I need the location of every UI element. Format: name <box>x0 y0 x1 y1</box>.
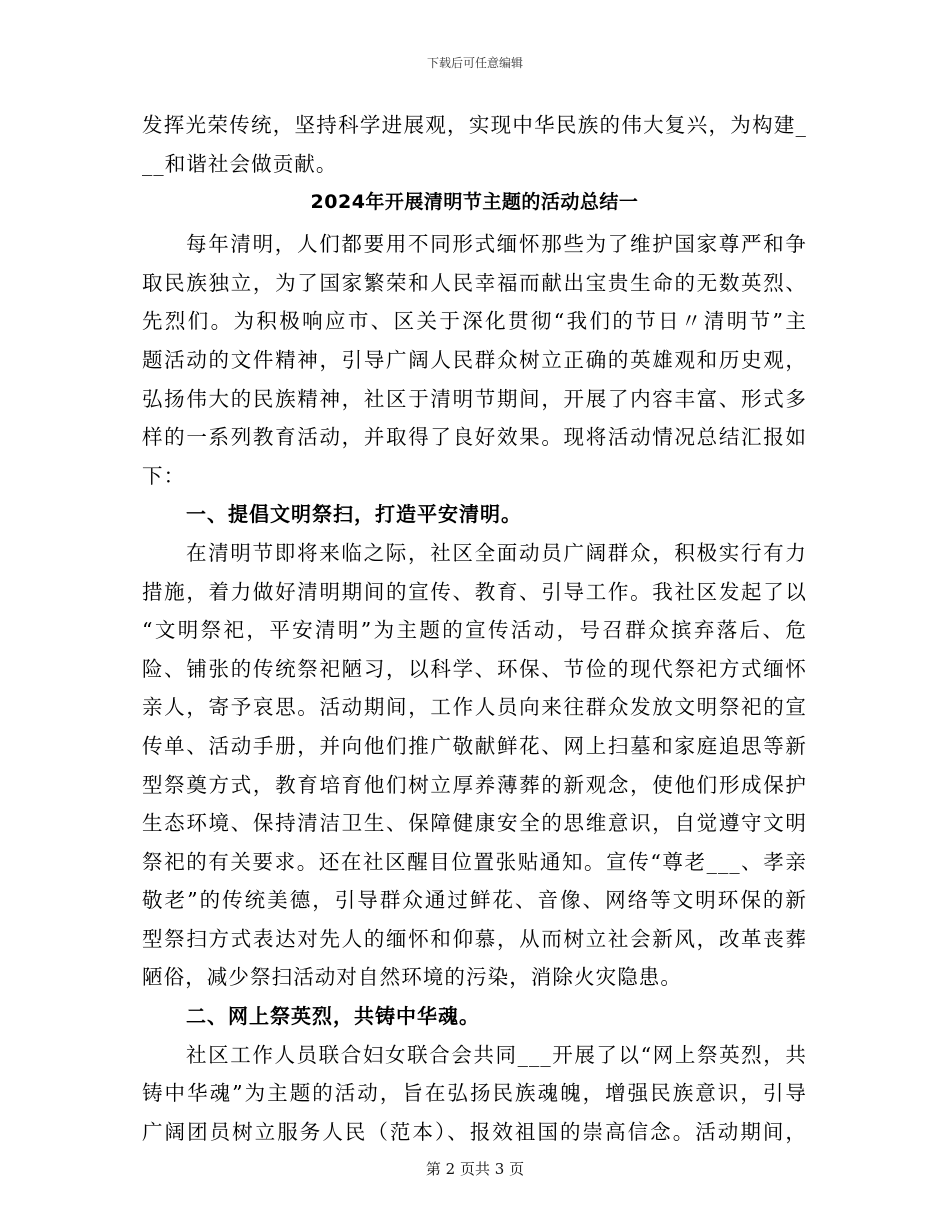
section-heading-1: 一、提倡文明祭扫，打造平安清明。 <box>186 502 522 527</box>
para1-line-5: 弘扬伟大的民族精神，社区于清明节期间，开展了内容丰富、形式多 <box>142 386 807 411</box>
para2-line-10: 敬老”的传统美德，引导群众通过鲜花、音像、网络等文明环保的新 <box>142 888 807 913</box>
section-heading-2: 二、网上祭英烈，共铸中华魂。 <box>186 1004 480 1029</box>
document-title: 2024年开展清明节主题的活动总结一 <box>310 191 639 214</box>
para1-line-2: 取民族独立，为了国家繁荣和人民幸福而献出宝贵生命的无数英烈、 <box>142 270 807 295</box>
para2-line-9: 祭祀的有关要求。还在社区醒目位置张贴通知。宣传“尊老___、孝亲 <box>142 849 807 874</box>
para2-line-11: 型祭扫方式表达对先人的缅怀和仰慕，从而树立社会新风，改革丧葬 <box>142 926 807 951</box>
para2-line-4: 险、铺张的传统祭祀陋习，以科学、环保、节俭的现代祭祀方式缅怀 <box>142 656 807 681</box>
document-body <box>142 106 807 1151</box>
para1-line-7: 下： <box>142 463 186 488</box>
para3-line-2: 铸中华魂”为主题的活动，旨在弘扬民族魂魄，增强民族意识，引导 <box>142 1081 807 1106</box>
para2-line-12: 陋俗，减少祭扫活动对自然环境的污染，消除火灾隐患。 <box>142 965 682 990</box>
para2-line-6: 传单、活动手册，并向他们推广敬献鲜花、网上扫墓和家庭追思等新 <box>142 733 807 758</box>
para1-line-4: 题活动的文件精神，引导广阔人民群众树立正确的英雄观和历史观， <box>142 347 807 372</box>
para2-line-8: 生态环境、保持清洁卫生、保障健康安全的思维意识，自觉遵守文明 <box>142 811 807 836</box>
para2-line-1: 在清明节即将来临之际，社区全面动员广阔群众，积极实行有力 <box>186 540 807 565</box>
page-header: 下载后可任意编辑 <box>426 56 523 70</box>
para1-line-3: 先烈们。为积极响应市、区关于深化贯彻“我们的节日〃清明节”主 <box>142 309 807 334</box>
intro-line-1: 发挥光荣传统，坚持科学进展观，实现中华民族的伟大复兴，为构建_ <box>142 113 807 137</box>
page-footer: 第 2 页共 3 页 <box>425 1160 525 1178</box>
intro-line-2: __和谐社会做贡献。 <box>142 151 338 176</box>
para3-line-3: 广阔团员树立服务人民（范本）、报效祖国的崇高信念。活动期间， <box>142 1119 807 1144</box>
para1-line-6: 样的一系列教育活动，并取得了良好效果。现将活动情况总结汇报如 <box>142 425 807 450</box>
para2-line-7: 型祭奠方式，教育培育他们树立厚养薄葬的新观念，使他们形成保护 <box>142 772 807 797</box>
para2-line-5: 亲人，寄予哀思。活动期间，工作人员向来往群众发放文明祭祀的宣 <box>142 695 807 720</box>
para2-line-2: 措施，着力做好清明期间的宣传、教育、引导工作。我社区发起了以 <box>142 579 807 604</box>
para1-line-1: 每年清明，人们都要用不同形式缅怀那些为了维护国家尊严和争 <box>186 232 807 257</box>
para3-line-1: 社区工作人员联合妇女联合会共同___开展了以“网上祭英烈，共 <box>186 1042 807 1067</box>
para2-line-3: “文明祭祀，平安清明”为主题的宣传活动，号召群众摈弃落后、危 <box>142 618 807 643</box>
